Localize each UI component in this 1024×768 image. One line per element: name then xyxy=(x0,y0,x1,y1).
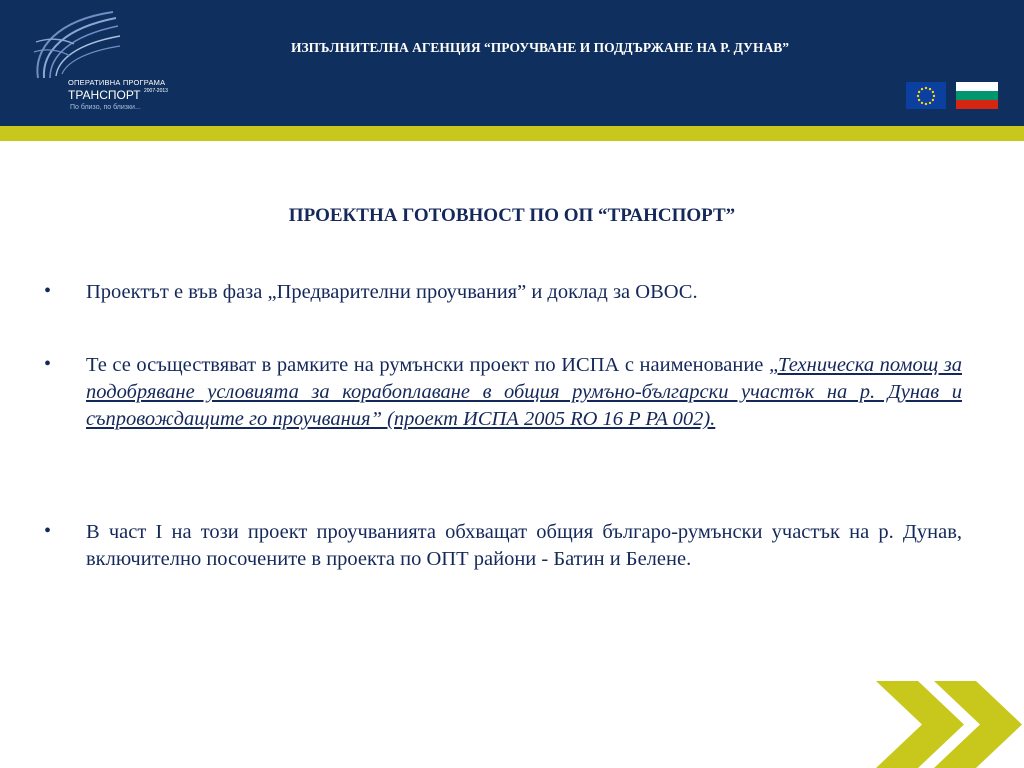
bullet-text-1 xyxy=(86,279,962,306)
accent-divider xyxy=(0,126,1024,141)
agency-title: ИЗПЪЛНИТЕЛНА АГЕНЦИЯ “ПРОУЧВАНЕ И ПОДДЪРЖАНЕ НА Р. ДУНАВ” xyxy=(291,40,789,55)
bullet-text-2 xyxy=(86,352,962,433)
swoosh-logo-icon xyxy=(28,8,123,83)
bullet-marker: • xyxy=(44,520,52,542)
bullet-1-text: Проектът е във фаза „Предварителни проучвания” и доклад за ОВОС. xyxy=(86,281,698,303)
bullet-3-text: В част I на този проект проучванията обхващат общия българо-румънски участък на р. Дунав, включително посочените в проекта по ОПТ райони - Батин и Белене. xyxy=(86,521,962,570)
logo-program-label: ОПЕРАТИВНА ПРОГРАМА xyxy=(68,78,166,87)
header-bar xyxy=(0,0,1024,126)
bullet-marker: • xyxy=(44,353,52,375)
eu-flag-icon xyxy=(906,82,946,109)
bulgaria-flag-icon xyxy=(956,82,998,109)
logo-transport-label: ТРАНСПОРТ xyxy=(68,88,141,102)
bullet-marker: • xyxy=(44,280,52,302)
op-transport-logo xyxy=(28,8,188,118)
logo-tagline: По близо, по близки... xyxy=(70,104,141,111)
next-chevrons-icon[interactable] xyxy=(872,681,1024,768)
project-title-link[interactable]: „Техническа помощ за подобряване условията за корабоплаване в общия румъно-български участък на р. Дунав и съпровождащите го проучвания” (проект ИСПА 2005 RO 16 P PA 002). xyxy=(86,354,962,430)
slide-title: ПРОЕКТНА ГОТОВНОСТ ПО ОП “ТРАНСПОРТ” xyxy=(288,205,736,226)
bullet-text-3 xyxy=(86,519,962,573)
bullet-2-text: Те се осъществяват в рамките на румънски проект по ИСПА с наименование xyxy=(86,354,769,376)
logo-years: 2007-2013 xyxy=(144,88,168,94)
